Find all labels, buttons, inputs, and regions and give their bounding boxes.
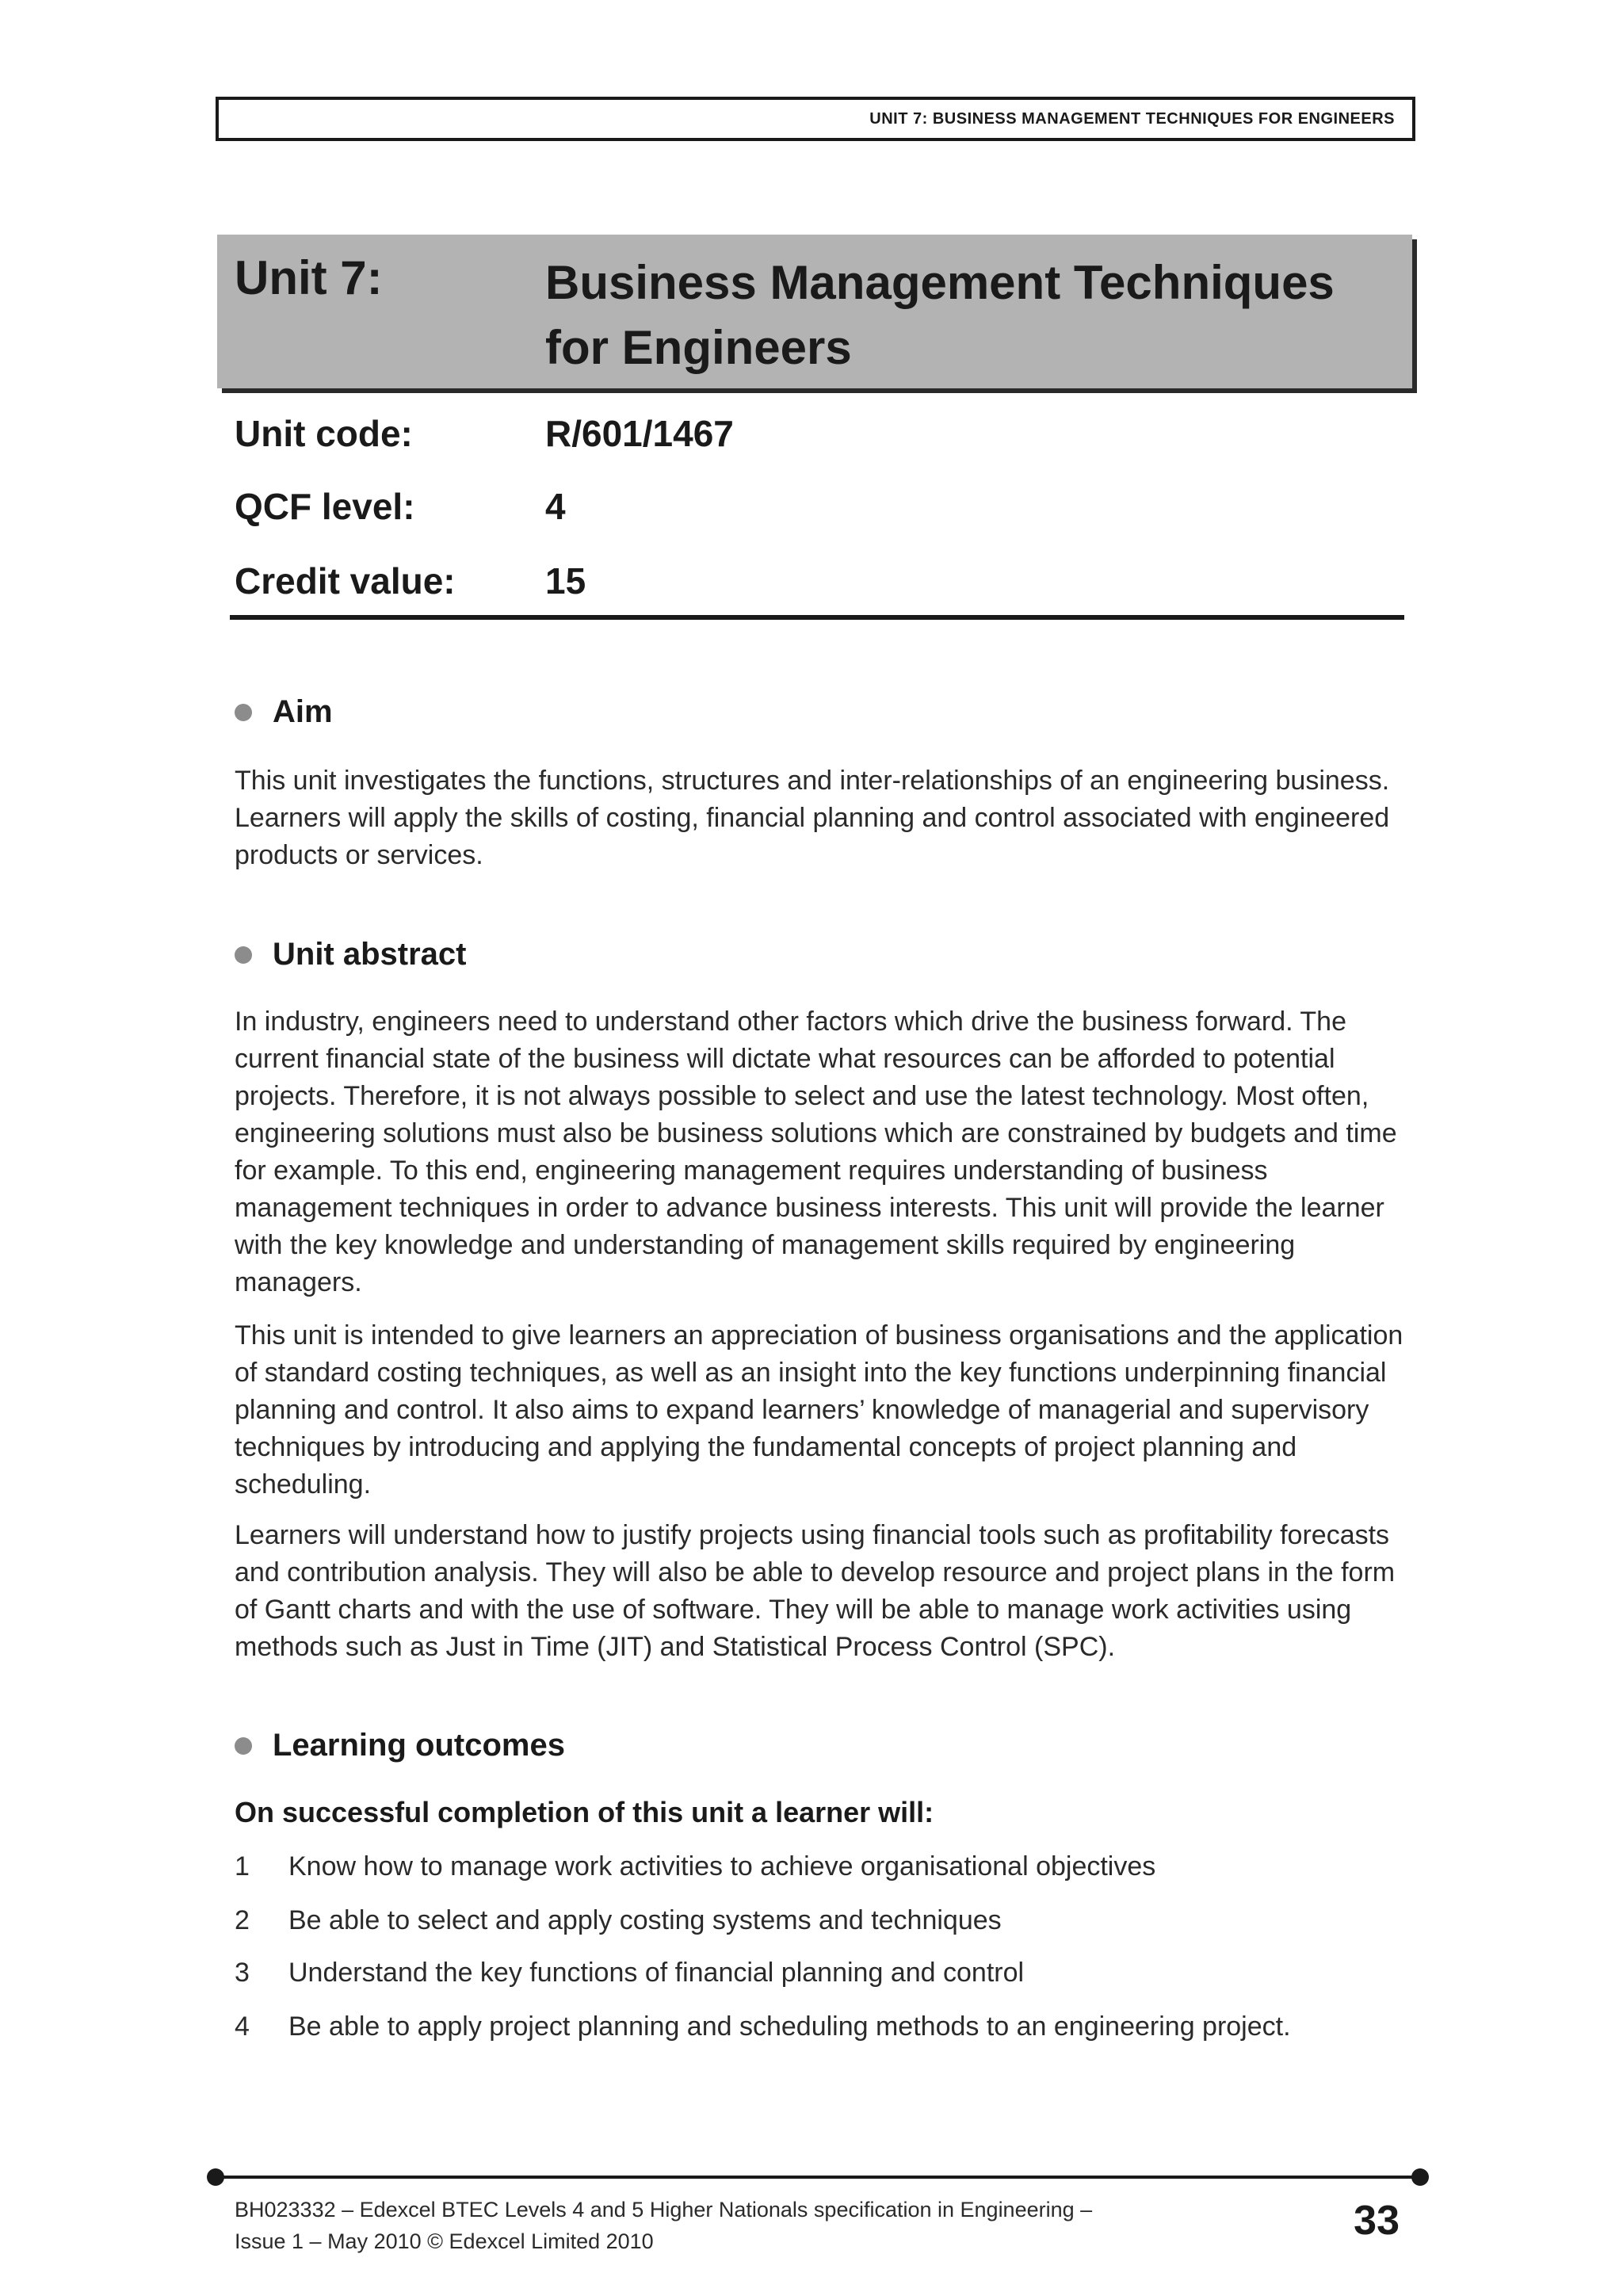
title-banner	[217, 235, 1412, 388]
running-header: UNIT 7: BUSINESS MANAGEMENT TECHNIQUES FOR ENGINEERS	[216, 97, 1415, 141]
outcome-number: 2	[235, 1905, 250, 1935]
meta-divider	[230, 615, 1404, 620]
unit-abstract-heading-text: Unit abstract	[273, 937, 467, 972]
qcf-level-label: QCF level:	[235, 486, 415, 527]
abstract-paragraph: In industry, engineers need to understand other factors which drive the business forward. The current financial state of the business will dictate what resources can be afforded to potential projects. Therefore, it is not always possible to select and use the latest technology. Most often, engineering solutions must also be business solutions which are constrained by budgets and time for example. To this end, engineering management requires understanding of business management techniques in order to advance business interests. This unit will provide the learner with the key knowledge and understanding of management skills required by engineering managers.	[235, 1007, 1397, 1297]
footer-line-2: Issue 1 – May 2010 © Edexcel Limited 2010	[235, 2229, 654, 2253]
outcome-text: Understand the key functions of financial planning and control	[288, 1958, 1025, 1988]
aim-heading-text: Aim	[273, 694, 333, 729]
footer-dot-left	[207, 2168, 224, 2186]
outcome-text: Be able to apply project planning and scheduling methods to an engineering project.	[288, 2011, 1291, 2042]
outcome-number: 1	[235, 1851, 250, 1881]
footer-dot-right	[1411, 2168, 1429, 2186]
page-number: 33	[1354, 2198, 1400, 2244]
bullet-icon	[235, 946, 252, 964]
learning-outcomes-intro: On successful completion of this unit a learner will:	[235, 1796, 934, 1828]
credit-value-label: Credit value:	[235, 560, 456, 602]
footer-line-1: BH023332 – Edexcel BTEC Levels 4 and 5 Higher Nationals specification in Engineering –	[235, 2198, 1093, 2222]
bullet-icon	[235, 704, 252, 721]
unit-abstract-heading	[235, 937, 467, 972]
unit-title: Business Management Techniques for Engineers	[545, 256, 1335, 374]
aim-heading	[235, 694, 333, 730]
outcome-number: 4	[235, 2011, 250, 2042]
footer-divider	[216, 2176, 1420, 2179]
credit-value-value: 15	[545, 560, 586, 602]
learning-outcomes-heading	[235, 1728, 565, 1763]
outcome-text: Know how to manage work activities to achieve organisational objectives	[288, 1851, 1156, 1881]
unit-code-value: R/601/1467	[545, 413, 734, 454]
learning-outcomes-heading-text: Learning outcomes	[273, 1728, 565, 1763]
unit-code-label: Unit code:	[235, 413, 413, 454]
abstract-paragraph: Learners will understand how to justify projects using financial tools such as profitability forecasts and contribution analysis. They will also be able to develop resource and project plans in the form of Gantt charts and with the use of software. They will be able to manage work activities using methods such as Just in Time (JIT) and Statistical Process Control (SPC).	[235, 1520, 1396, 1662]
footer-text	[235, 2194, 1186, 2257]
bullet-icon	[235, 1737, 252, 1755]
abstract-paragraph: This unit is intended to give learners an appreciation of business organisations and the application of standard costing techniques, as well as an insight into the key functions underpinning financial planning and control. It also aims to expand learners’ knowledge of managerial and supervisory techniques by introducing and applying the fundamental concepts of project planning and scheduling.	[235, 1320, 1403, 1499]
aim-text: This unit investigates the functions, structures and inter-relationships of an engineering business. Learners will apply the skills of costing, financial planning and control associated with engineered products or services.	[235, 766, 1390, 870]
qcf-level-value: 4	[545, 486, 566, 527]
outcome-text: Be able to select and apply costing systems and techniques	[288, 1905, 1002, 1935]
outcome-number: 3	[235, 1958, 250, 1988]
unit-label: Unit 7:	[235, 251, 383, 304]
